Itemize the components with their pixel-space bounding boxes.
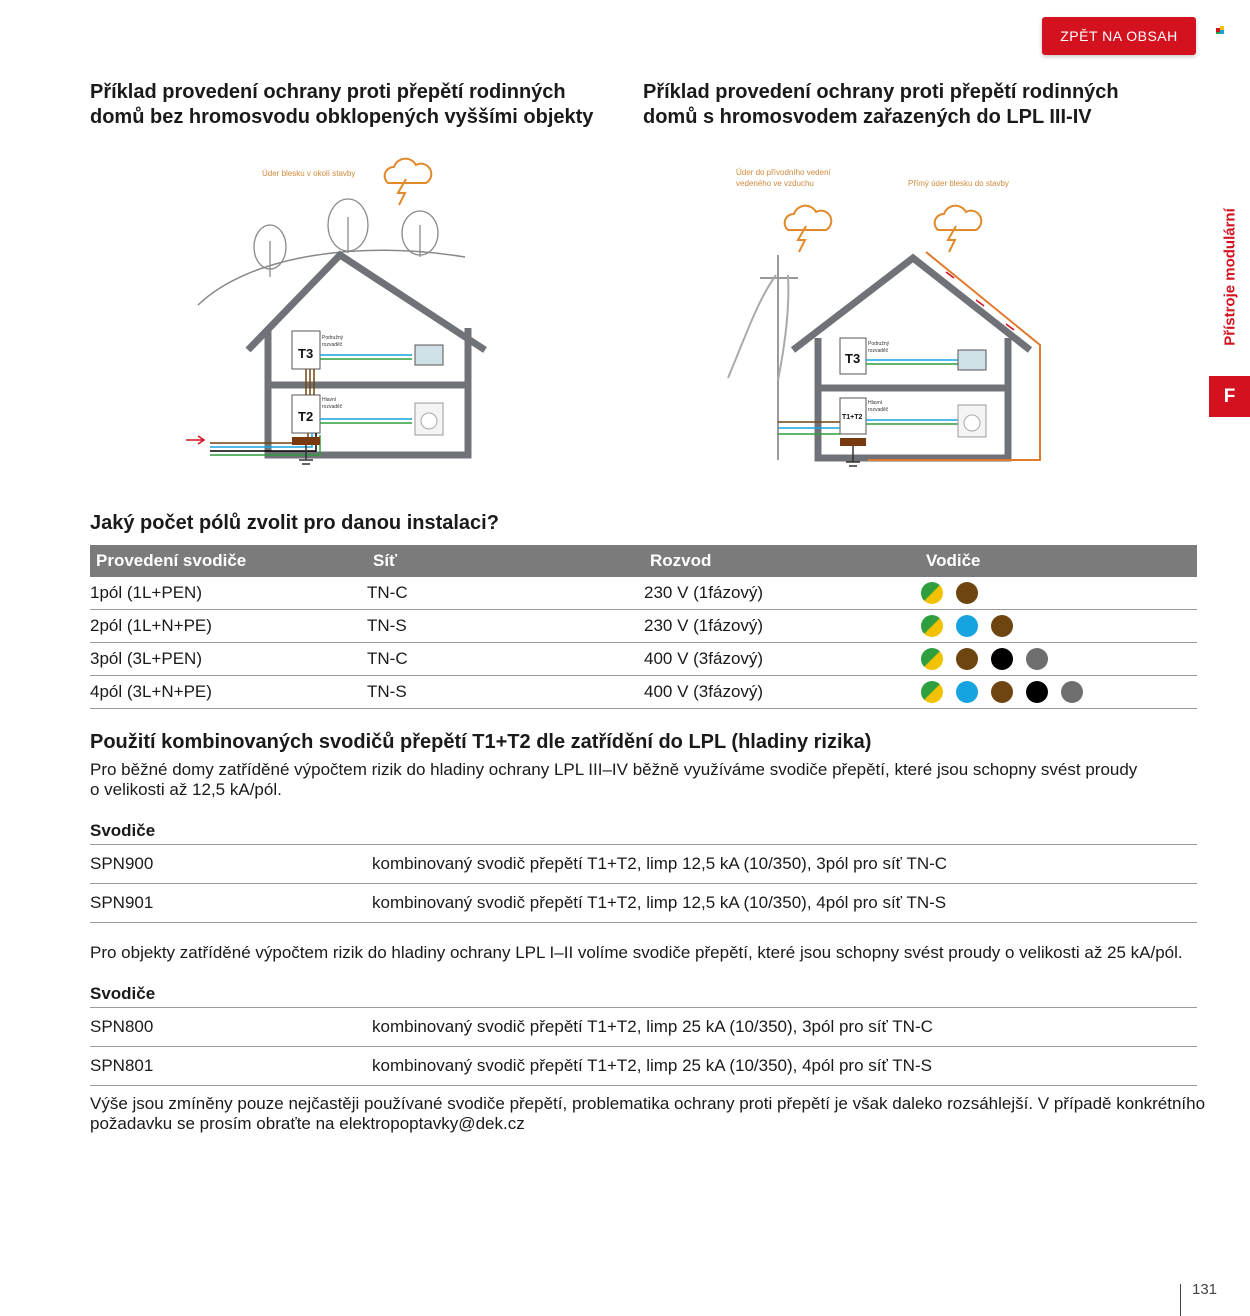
pole-type: 1pól (1L+PEN) bbox=[90, 577, 367, 610]
conductor-gray-icon bbox=[1061, 681, 1083, 703]
conductor-pen-icon bbox=[921, 648, 943, 670]
lpl-1-2-text: Pro objekty zatříděné výpočtem rizik do hladiny ochrany LPL I–II volíme svodiče přepětí, které jsou schopny svést proudy o velikosti až 25 kA/pól. bbox=[90, 943, 1183, 962]
column-header: Vodiče bbox=[920, 545, 1197, 577]
svg-text:T1+T2: T1+T2 bbox=[842, 414, 863, 421]
earthing-bar bbox=[840, 438, 866, 446]
back-to-contents-button[interactable]: ZPĚT NA OBSAH bbox=[1042, 17, 1196, 55]
example-2-title: Příklad provedení ochrany proti přepětí rodinných domů s hromosvodem zařazených do LPL III-IV bbox=[643, 81, 1119, 128]
footer-note: Výše jsou zmíněny pouze nejčastěji používané svodiče přepětí, problematika ochrany proti přepětí je však daleko rozsáhlejší. V případě konkrétního požadavku se prosím obraťte na elektropoptavky@dek.cz bbox=[90, 1094, 1206, 1133]
network-type: TN-S bbox=[367, 610, 644, 643]
column-header: Síť bbox=[367, 545, 644, 577]
conductor-brown-icon bbox=[991, 681, 1013, 703]
pole-type: 4pól (3L+N+PE) bbox=[90, 676, 367, 709]
page-number-divider bbox=[1180, 1284, 1181, 1316]
conductor-brown-icon bbox=[956, 582, 978, 604]
network-type: TN-C bbox=[367, 577, 644, 610]
conductor-gray-icon bbox=[1026, 648, 1048, 670]
svg-text:Hlavní: Hlavní bbox=[322, 397, 337, 403]
surge-arrow-icon bbox=[186, 436, 204, 444]
svg-text:vedeného ve vzduchu: vedeného ve vzduchu bbox=[736, 179, 814, 188]
strike-label: Úder blesku v okolí stavby bbox=[262, 169, 356, 178]
lightning-conductor bbox=[868, 252, 1040, 460]
poles-table bbox=[90, 545, 1197, 709]
poles-table-header bbox=[90, 545, 1197, 577]
table-row bbox=[90, 1008, 1197, 1047]
svg-text:Úder do přívodního vedení: Úder do přívodního vedení bbox=[736, 168, 831, 177]
table-row bbox=[90, 676, 1197, 709]
current-flow-arrows bbox=[946, 272, 1014, 330]
svg-text:T3: T3 bbox=[845, 351, 861, 366]
svg-text:rozvaděč: rozvaděč bbox=[322, 342, 343, 348]
pole-type: 2pól (1L+N+PE) bbox=[90, 610, 367, 643]
laptop-icon bbox=[958, 350, 986, 370]
svg-text:rozvaděč: rozvaděč bbox=[322, 404, 343, 410]
table-row bbox=[90, 1047, 1197, 1086]
section-letter-tab[interactable]: F bbox=[1209, 376, 1250, 417]
device-description: kombinovaný svodič přepětí T1+T2, limp 25 kA (10/350), 4pól pro síť TN-S bbox=[372, 1047, 1197, 1086]
svg-text:rozvaděč: rozvaděč bbox=[868, 407, 889, 413]
svg-text:Podružný: Podružný bbox=[868, 341, 890, 347]
svg-text:Podružný: Podružný bbox=[322, 335, 344, 341]
house-diagram-with-lightning-rod bbox=[718, 160, 1058, 480]
conductor-brown-icon bbox=[991, 615, 1013, 637]
distribution: 400 V (3fázový) bbox=[644, 643, 920, 676]
device-code: SPN800 bbox=[90, 1008, 372, 1047]
page-number: 131 bbox=[1192, 1281, 1218, 1298]
example-1-title: Příklad provedení ochrany proti přepětí rodinných domů bez hromosvodu obklopených vyššími objekty bbox=[90, 81, 594, 128]
svg-text:rozvaděč: rozvaděč bbox=[868, 348, 889, 354]
svg-text:Hlavní: Hlavní bbox=[868, 400, 883, 406]
device-code: SPN801 bbox=[90, 1047, 372, 1086]
conductor-pen-icon bbox=[921, 681, 943, 703]
thundercloud-icon bbox=[785, 206, 982, 252]
section-side-label: Přístroje modulární bbox=[1221, 208, 1239, 346]
laptop-icon bbox=[415, 345, 443, 365]
table-row bbox=[90, 845, 1197, 884]
device-description: kombinovaný svodič přepětí T1+T2, limp 12,5 kA (10/350), 4pól pro síť TN-S bbox=[372, 884, 1197, 923]
conductors bbox=[920, 577, 1197, 610]
device-code: SPN900 bbox=[90, 845, 372, 884]
conductor-blue-icon bbox=[956, 615, 978, 637]
combined-intro: Pro běžné domy zatříděné výpočtem rizik do hladiny ochrany LPL III–IV běžně využíváme svodiče přepětí, které jsou schopny svést proudy o velikosti až 12,5 kA/pól. bbox=[90, 760, 1138, 799]
column-header: Provedení svodiče bbox=[90, 545, 367, 577]
conductor-black-icon bbox=[1026, 681, 1048, 703]
combined-heading: Použití kombinovaných svodičů přepětí T1+T2 dle zatřídění do LPL (hladiny rizika) bbox=[90, 731, 872, 753]
conductor-black-icon bbox=[991, 648, 1013, 670]
earthing-bar bbox=[292, 437, 320, 445]
column-header: Rozvod bbox=[644, 545, 920, 577]
svg-text:T2: T2 bbox=[298, 409, 314, 424]
hill-outline bbox=[198, 250, 465, 305]
conductor-pen-icon bbox=[921, 615, 943, 637]
svg-text:Přímý úder blesku do stavby: Přímý úder blesku do stavby bbox=[908, 179, 1009, 188]
conductor-blue-icon bbox=[956, 681, 978, 703]
conductors bbox=[920, 676, 1197, 709]
network-type: TN-S bbox=[367, 676, 644, 709]
svg-text:T3: T3 bbox=[298, 346, 314, 361]
distribution: 230 V (1fázový) bbox=[644, 577, 920, 610]
conductors bbox=[920, 643, 1197, 676]
network-type: TN-C bbox=[367, 643, 644, 676]
house-diagram-no-lightning-rod bbox=[180, 145, 490, 475]
device-table-lpl-3-4 bbox=[90, 844, 1197, 923]
table-row bbox=[90, 577, 1197, 610]
pole-type: 3pól (3L+PEN) bbox=[90, 643, 367, 676]
poles-heading: Jaký počet pólů zvolit pro danou instalaci? bbox=[90, 512, 499, 534]
distribution: 400 V (3fázový) bbox=[644, 676, 920, 709]
wiring bbox=[778, 360, 958, 434]
device-code: SPN901 bbox=[90, 884, 372, 923]
conductor-pen-icon bbox=[921, 582, 943, 604]
conductors bbox=[920, 610, 1197, 643]
trees-icon bbox=[254, 199, 438, 277]
color-marker-icon bbox=[1216, 26, 1224, 34]
thundercloud-icon bbox=[385, 159, 432, 205]
device-description: kombinovaný svodič přepětí T1+T2, limp 25 kA (10/350), 3pól pro síť TN-C bbox=[372, 1008, 1197, 1047]
table-row bbox=[90, 884, 1197, 923]
power-line-pole bbox=[728, 255, 798, 460]
conductor-brown-icon bbox=[956, 648, 978, 670]
device-table-lpl-1-2 bbox=[90, 1007, 1197, 1086]
table-row bbox=[90, 643, 1197, 676]
group-2-title: Svodiče bbox=[90, 984, 156, 1003]
table-row bbox=[90, 610, 1197, 643]
device-description: kombinovaný svodič přepětí T1+T2, limp 12,5 kA (10/350), 3pól pro síť TN-C bbox=[372, 845, 1197, 884]
distribution: 230 V (1fázový) bbox=[644, 610, 920, 643]
group-1-title: Svodiče bbox=[90, 821, 156, 840]
